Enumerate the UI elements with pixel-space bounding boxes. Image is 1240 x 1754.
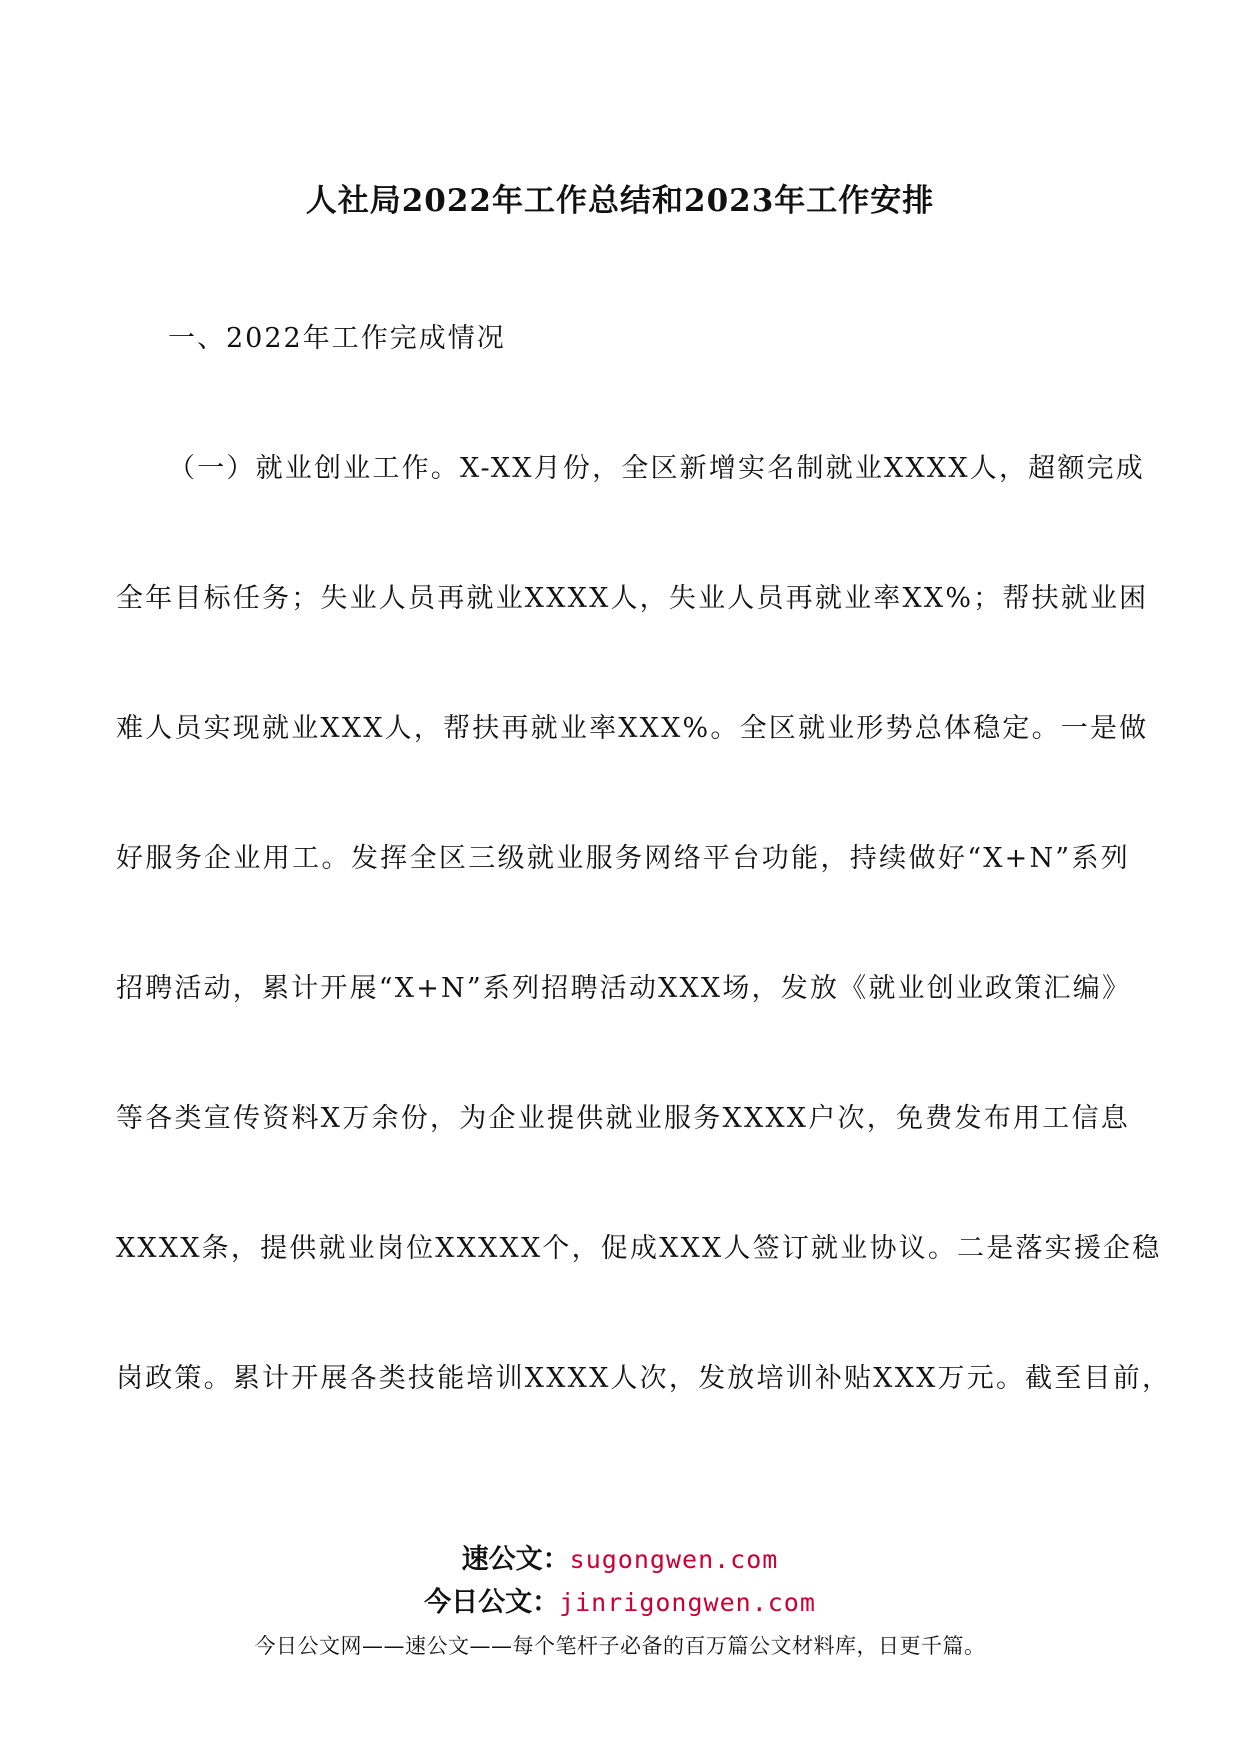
paragraph-line: 好服务企业用工。发挥全区三级就业服务网络平台功能，持续做好“X+N”系列 bbox=[116, 843, 1130, 874]
footer-label: 速公文： bbox=[461, 1544, 570, 1575]
footer-line-sugongwen bbox=[0, 1537, 1240, 1576]
paragraph-line: （一）就业创业工作。X-XX月份，全区新增实名制就业XXXX人，超额完成 bbox=[168, 453, 1145, 484]
footer-link-jinrigongwen[interactable]: jinrigongwen.com bbox=[559, 1588, 816, 1617]
footer-link-sugongwen[interactable]: sugongwen.com bbox=[569, 1545, 779, 1574]
paragraph-line: 岗政策。累计开展各类技能培训XXXX人次，发放培训补贴XXX万元。截至目前， bbox=[116, 1363, 1172, 1394]
footer-tagline: 今日公文网——速公文——每个笔杆子必备的百万篇公文材料库，日更千篇。 bbox=[254, 1634, 986, 1658]
paragraph-line: 等各类宣传资料X万余份，为企业提供就业服务XXXX户次，免费发布用工信息 bbox=[116, 1103, 1130, 1134]
paragraph-line: 难人员实现就业XXX人，帮扶再就业率XXX%。全区就业形势总体稳定。一是做 bbox=[116, 713, 1149, 744]
paragraph-line: 全年目标任务；失业人员再就业XXXX人，失业人员再就业率XX%；帮扶就业困 bbox=[116, 583, 1149, 614]
paragraph-line: 招聘活动，累计开展“X+N”系列招聘活动XXX场，发放《就业创业政策汇编》 bbox=[116, 973, 1132, 1004]
footer-label: 今日公文： bbox=[424, 1587, 560, 1618]
document-title: 人社局2022年工作总结和2023年工作安排 bbox=[305, 183, 935, 219]
footer-line-jinrigongwen bbox=[0, 1580, 1240, 1619]
paragraph-line: XXXX条，提供就业岗位XXXXX个，促成XXX人签订就业协议。二是落实援企稳 bbox=[116, 1233, 1162, 1264]
section-heading: 一、2022年工作完成情况 bbox=[168, 323, 506, 354]
